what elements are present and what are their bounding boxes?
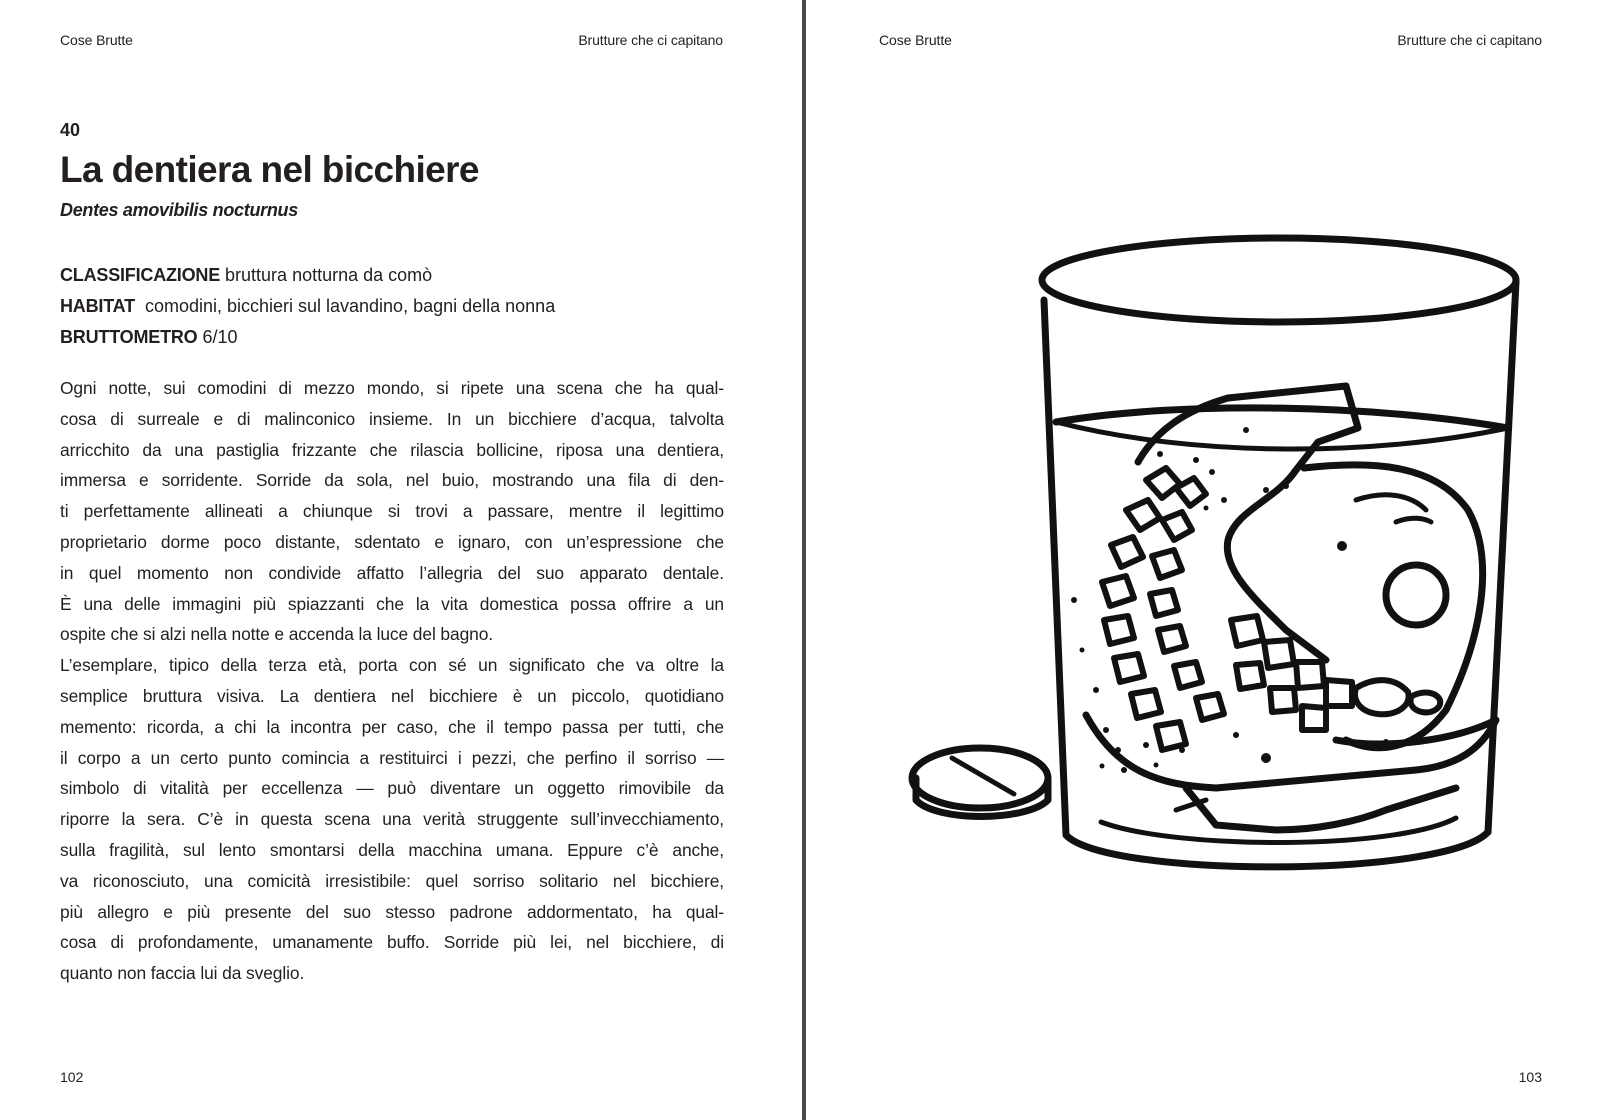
running-head-left: Cose Brutte — [879, 32, 952, 48]
body-line: più allegro e più presente del suo stesso padrone addormentato, ha qual- — [60, 901, 724, 922]
entry-title: La dentiera nel bicchiere — [60, 149, 479, 190]
body-line: memento: ricorda, a chi la incontra per caso, che il tempo passa per tutti, che — [60, 716, 724, 737]
water-line-front — [1056, 422, 1508, 449]
fact-key: BRUTTOMETRO — [60, 327, 198, 347]
entry-facts — [60, 260, 730, 353]
fact-habitat — [60, 291, 730, 322]
body-line: simbolo di vitalità per eccellenza — può diventare un oggetto rimovibile da — [60, 778, 724, 799]
fact-bruttometro — [60, 322, 730, 353]
body-line: sulla fragilità, sul lento smontarsi della macchina umana. Eppure c’è anche, — [60, 839, 724, 860]
body-line: immersa e sorridente. Sorride da sola, nel buio, mostrando una fila di den- — [60, 470, 724, 491]
running-head-right: Brutture che ci capitano — [1397, 32, 1542, 48]
entry-body-text — [60, 373, 724, 989]
body-line: riporre la sera. C’è in questa scena una verità struggente sull’invecchiamento, — [60, 809, 724, 830]
body-line: proprietario dorme poco distante, sdentato e ignaro, con un’espressione che — [60, 531, 724, 552]
fact-value: comodini, bicchieri sul lavandino, bagni della nonna — [144, 296, 556, 316]
tablet-score — [952, 758, 1014, 794]
page-number-left: 102 — [60, 1069, 84, 1085]
tablet — [912, 748, 1048, 808]
gum-line-1 — [1356, 495, 1426, 510]
fact-value: bruttura notturna da comò — [225, 265, 433, 285]
body-line: in quel momento non condivide affatto l’allegria del suo apparato dentale. — [60, 562, 724, 583]
gum-line-2 — [1396, 518, 1431, 522]
body-line: arricchito da una pastiglia frizzante che rilascia bollicine, riposa una dentiera, — [60, 439, 724, 460]
running-head-left: Cose Brutte — [60, 32, 133, 48]
fact-classification — [60, 260, 730, 291]
body-line: ospite che si alzi nella notte e accenda la luce del bagno. — [60, 624, 494, 645]
fact-value: 6/10 — [202, 327, 238, 347]
right-page — [806, 0, 1600, 1120]
body-line: il corpo a un certo punto comincia a restituirci i pezzi, che perfino il sorriso — — [60, 747, 724, 768]
glass-right-wall — [1488, 282, 1516, 832]
body-line: ti perfettamente allineati a chiunque si trovi a passare, mentre il legittimo — [60, 501, 724, 522]
body-line: quanto non faccia lui da sveglio. — [60, 963, 305, 984]
body-line: va riconosciuto, una comicità irresistibile: quel sorriso solitario nel bicchiere, — [60, 870, 724, 891]
lower-teeth — [1231, 616, 1440, 730]
body-line: È una delle immagini più spiazzanti che la vita domestica possa offrire a un — [60, 593, 724, 614]
entry-latin-name: Dentes amovibilis nocturnus — [60, 200, 298, 220]
glass-rim — [1042, 238, 1516, 322]
body-line: cosa di profondamente, umanamente buffo. Sorride più lei, nel bicchiere, di — [60, 932, 724, 953]
body-line: semplice bruttura visiva. La dentiera nel bicchiere è un piccolo, quotidiano — [60, 685, 724, 706]
body-line: L’esemplare, tipico della terza età, porta con sé un significato che va oltre la — [60, 655, 724, 676]
entry-number: 40 — [60, 120, 81, 140]
fact-key: CLASSIFICAZIONE — [60, 265, 221, 285]
running-head-right: Brutture che ci capitano — [578, 32, 723, 48]
water-line — [1056, 408, 1508, 428]
fact-key: HABITAT — [60, 296, 135, 316]
body-line: cosa di surreale e di malinconico insieme. In un bicchiere d’acqua, talvolta — [60, 408, 724, 429]
lower-denture-bottom — [1186, 788, 1456, 830]
page-number-right: 103 — [1518, 1069, 1542, 1085]
gum-hole — [1386, 565, 1446, 625]
body-line: Ogni notte, sui comodini di mezzo mondo, si ripete una scena che ha qual- — [60, 378, 724, 398]
dentures-in-glass-illustration — [856, 210, 1536, 910]
glass-left-wall — [1044, 300, 1066, 835]
glass-bottom — [1066, 832, 1488, 867]
